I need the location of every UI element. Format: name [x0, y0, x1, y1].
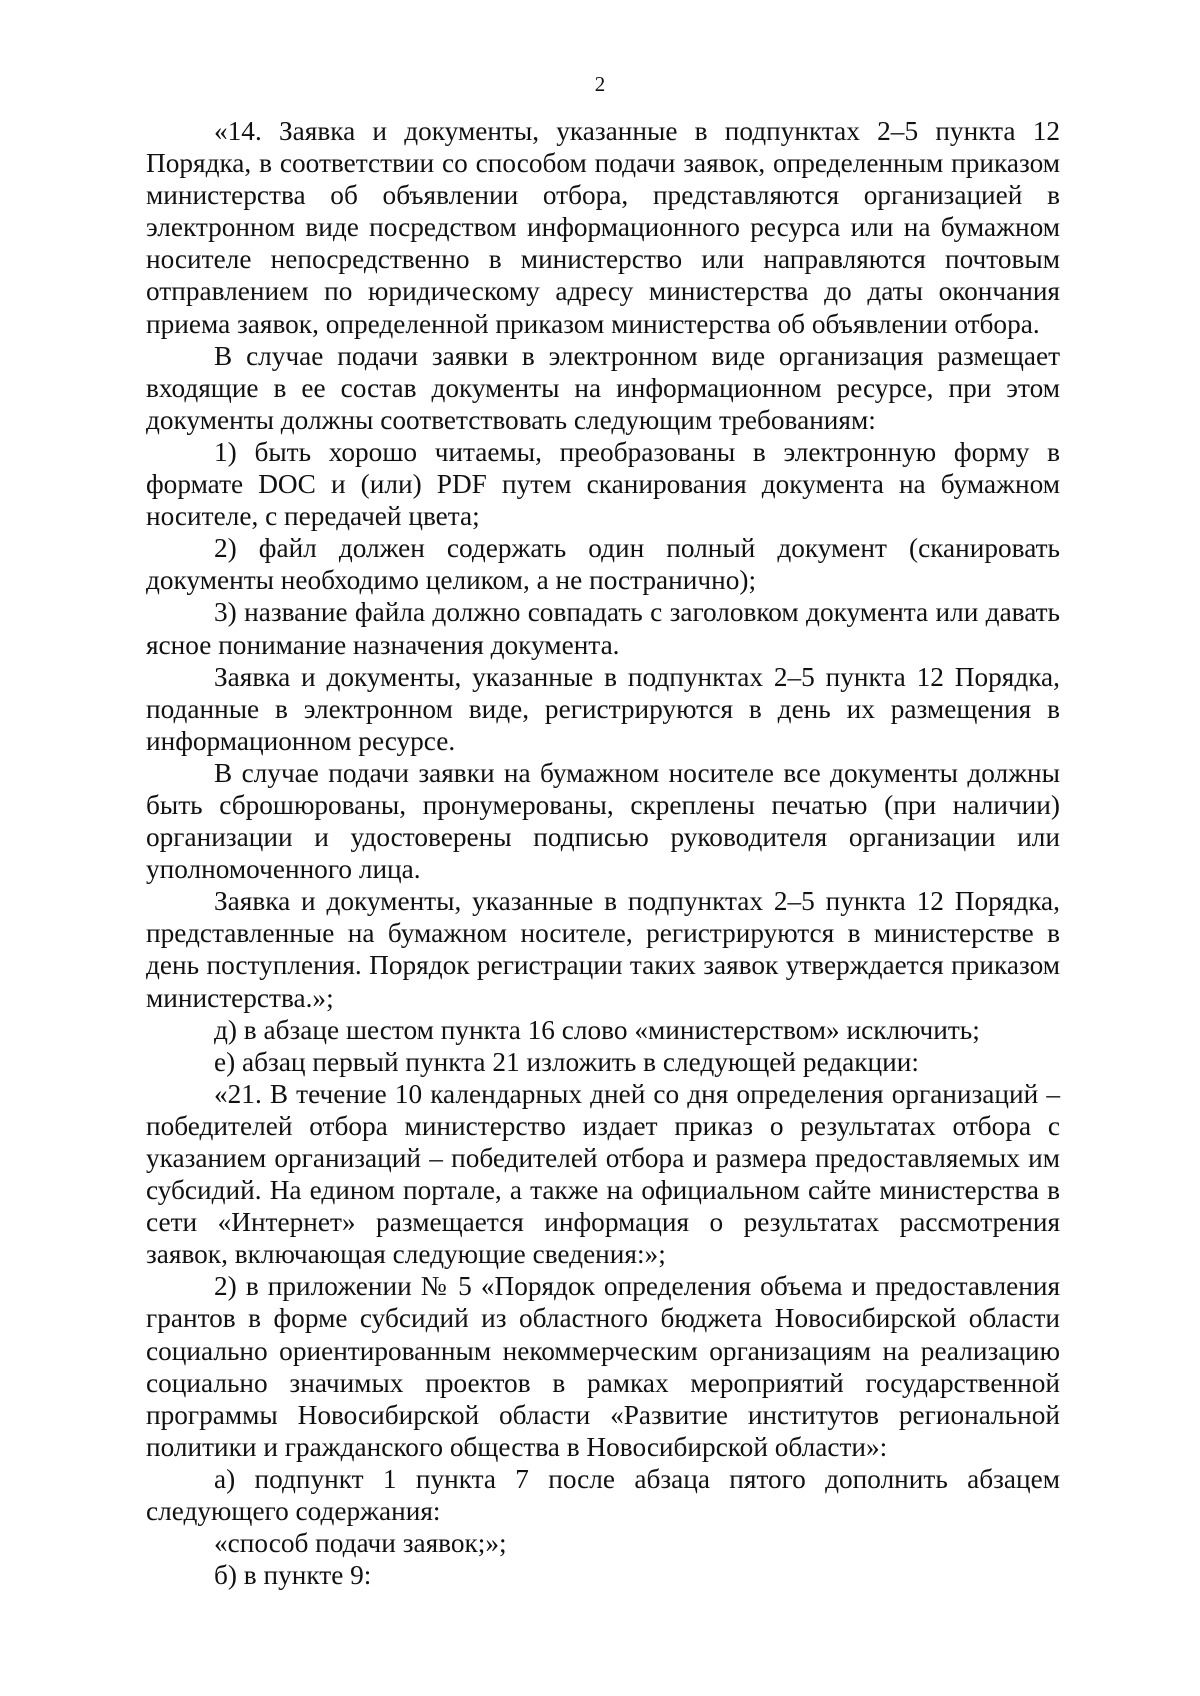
- list-item-e: е) абзац первый пункта 21 изложить в следующей редакции:: [214, 1046, 919, 1077]
- list-item-d: д) в абзаце шестом пункта 16 слово «министерством» исключить;: [214, 1014, 980, 1045]
- paragraph-21-results: «21. В течение 10 календарных дней со дня определения организаций – победителей отбора министерство издает приказ о результатах отбора с указанием организаций – победителей отбора и размера предоставляемых им субсидий. На едином портале, а также на официальном сайте министерства в сети «Интернет» размещается информация о результатах рассмотрения заявок, включающая следующие сведения:»;: [146, 1078, 1060, 1270]
- quoted-insert: «способ подачи заявок;»;: [214, 1528, 507, 1559]
- list-item-requirement-2: 2) файл должен содержать один полный документ (сканировать документы необходимо целиком, а не постранично);: [146, 533, 1060, 596]
- list-item-appendix-5: 2) в приложении № 5 «Порядок определения объема и предоставления грантов в форме субсидий из областного бюджета Новосибирской области социально ориентированным некоммерческим организациям на реализацию социально значимых проектов в рамках мероприятий государственной программы Новосибирской области «Развитие институтов региональной политики и гражданского общества в Новосибирской области»:: [146, 1271, 1060, 1462]
- paragraph-paper-registration: Заявка и документы, указанные в подпунктах 2–5 пункта 12 Порядка, представленные на бумажном носителе, регистрируются в министерстве в день поступления. Порядок регистрации таких заявок утверждается приказом министерства.»;: [146, 886, 1060, 1013]
- paragraph-14-submission: «14. Заявка и документы, указанные в подпунктах 2–5 пункта 12 Порядка, в соответствии со способом подачи заявок, определенным приказом министерства об объявлении отбора, представляются организацией в электронном виде посредством информационного ресурса или на бумажном носителе непосредственно в министерство или направляются почтовым отправлением по юридическому адресу министерства до даты окончания приема заявок, определенной приказом министерства об объявлении отбора.: [146, 116, 1060, 339]
- document-body: [146, 115, 1060, 1591]
- list-item-requirement-3: 3) название файла должно совпадать с заголовком документа или давать ясное понимание назначения документа.: [146, 597, 1060, 660]
- list-item-b: б) в пункте 9:: [214, 1560, 372, 1591]
- paragraph-electronic-registration: Заявка и документы, указанные в подпунктах 2–5 пункта 12 Порядка, поданные в электронном виде, регистрируются в день их размещения в информационном ресурсе.: [146, 661, 1060, 756]
- list-item-requirement-1: 1) быть хорошо читаемы, преобразованы в электронную форму в формате DOC и (или) PDF путем сканирования документа на бумажном носителе, с передачей цвета;: [146, 436, 1060, 532]
- list-item-a: а) подпункт 1 пункта 7 после абзаца пятого дополнить абзацем следующего содержания:: [146, 1463, 1060, 1527]
- paragraph-paper-submission: В случае подачи заявки на бумажном носителе все документы должны быть сброшюрованы, пронумерованы, скреплены печатью (при наличии) организации и удостоверены подписью руководителя организации или уполномоченного лица.: [146, 757, 1060, 885]
- page-number: 2: [594, 72, 606, 96]
- paragraph-electronic-submission: В случае подачи заявки в электронном виде организация размещает входящие в ее состав документы на информационном ресурсе, при этом документы должны соответствовать следующим требованиям:: [146, 340, 1060, 435]
